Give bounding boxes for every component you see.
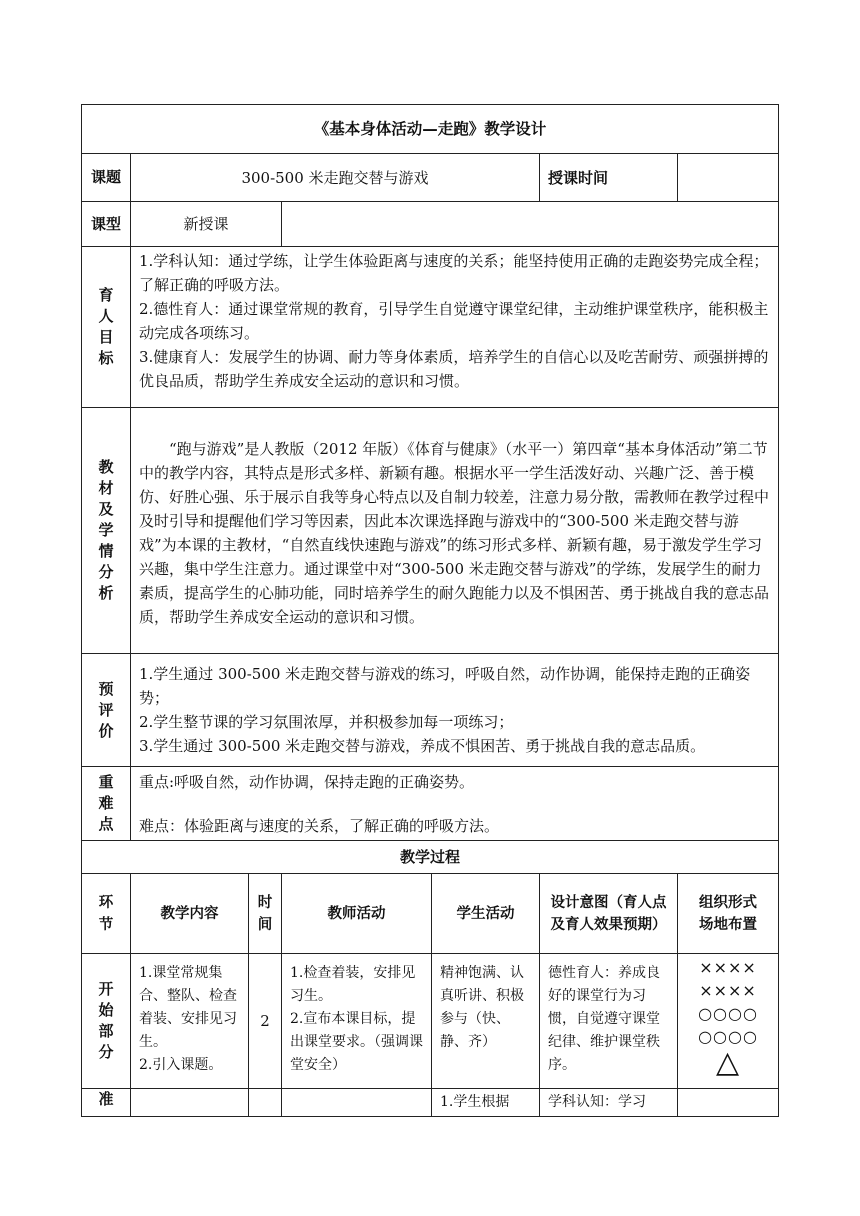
evaluation-label: 预评价 — [82, 654, 131, 767]
header-teacher: 教师活动 — [282, 874, 432, 954]
type-label: 课型 — [82, 202, 131, 247]
header-stage: 环节 — [82, 874, 131, 954]
difficult-point: 难点：体验距离与速度的关系，了解正确的呼吸方法。 — [139, 816, 500, 835]
document-title: 《基本身体活动—走跑》教学设计 — [82, 105, 779, 154]
process-title: 教学过程 — [82, 841, 779, 874]
goal-item: 3.健康育人：发展学生的协调、耐力等身体素质，培养学生的自信心以及吃苦耐劳、顽强拼搏的优良品质，帮助学生养成安全运动的意识和习惯。 — [139, 348, 769, 390]
evaluation-item: 1.学生通过 300-500 米走跑交替与游戏的练习，呼吸自然，动作协调，能保持走跑的正确姿势； — [139, 665, 751, 707]
formation-line: ○○○○ — [698, 1027, 758, 1046]
formation-line: ○○○○ — [698, 1004, 758, 1023]
analysis-row — [82, 408, 779, 654]
header-intent: 设计意图（育人点及育人效果预期） — [540, 874, 678, 954]
row-intent: 学科认知：学习 — [540, 1089, 678, 1117]
formation-line: ×××× — [699, 981, 757, 1000]
key-points-row — [82, 767, 779, 841]
goals-content — [131, 247, 779, 408]
process-header-row — [82, 874, 779, 954]
evaluation-row — [82, 654, 779, 767]
type-row — [82, 202, 779, 247]
key-points-content — [131, 767, 779, 841]
header-student: 学生活动 — [432, 874, 540, 954]
analysis-label: 教材及学情分析 — [82, 408, 131, 654]
row-teacher — [282, 1089, 432, 1117]
row-student: 精神饱满、认真听讲、积极参与（快、静、齐） — [432, 954, 540, 1089]
header-layout: 组织形式场地布置 — [678, 874, 779, 954]
evaluation-item: 2.学生整节课的学习氛围浓厚，并积极参加每一项练习； — [139, 713, 514, 731]
key-point: 重点:呼吸自然，动作协调，保持走跑的正确姿势。 — [139, 772, 475, 791]
title-row — [82, 105, 779, 154]
formation-line: ×××× — [699, 958, 757, 977]
process-title-row — [82, 841, 779, 874]
header-time: 时间 — [249, 874, 282, 954]
formation-diagram — [678, 954, 779, 1089]
process-row — [82, 954, 779, 1089]
topic-label: 课题 — [82, 154, 131, 202]
header-content: 教学内容 — [131, 874, 249, 954]
row-layout — [678, 1089, 779, 1117]
evaluation-item: 3.学生通过 300-500 米走跑交替与游戏，养成不惧困苦、勇于挑战自我的意志品质。 — [139, 737, 706, 755]
teacher-triangle-icon: △ — [715, 1045, 741, 1080]
goals-label: 育人目标 — [82, 247, 131, 408]
row-teacher: 1.检查着装，安排见习生。 2.宣布本课目标，提出课堂要求。（强调课堂安全） — [282, 954, 432, 1089]
row-content: 1.课堂常规集合、整队、检查着装、安排见习生。 2.引入课题。 — [131, 954, 249, 1089]
row-stage: 开始部分 — [82, 954, 131, 1089]
row-time — [249, 1089, 282, 1117]
row-time: 2 — [249, 954, 282, 1089]
evaluation-content — [131, 654, 779, 767]
key-points-label: 重难点 — [82, 767, 131, 841]
topic-value: 300-500 米走跑交替与游戏 — [131, 154, 540, 202]
goal-item: 2.德性育人：通过课堂常规的教育，引导学生自觉遵守课堂纪律，主动维护课堂秩序，能积极主动完成各项练习。 — [139, 300, 769, 342]
goal-item: 1.学科认知：通过学练，让学生体验距离与速度的关系；能坚持使用正确的走跑姿势完成全程；了解正确的呼吸方法。 — [139, 252, 769, 294]
topic-row — [82, 154, 779, 202]
analysis-text: “跑与游戏”是人教版（2012 年版）《体育与健康》（水平一）第四章“基本身体活动”第二节中的教学内容，其特点是形式多样、新颖有趣。根据水平一学生活泼好动、兴趣广泛、善于模仿、好胜心强、乐于展示自我等身心特点以及自制力较差，注意力易分散，需教师在教学过程中及时引导和提醒他们学习等因素，因此本次课选择跑与游戏中的“300-500 米走跑交替与游戏”为本课的主教材，“自然直线快速跑与游戏”的练习形式多样、新颖有趣，易于激发学生学习兴趣，集中学生注意力。通过课堂中对“300-500 米走跑交替与游戏”的学练，发展学生的耐力素质，提高学生的心肺功能，同时培养学生的耐久跑能力以及不惧困苦、勇于挑战自我的意志品质，帮助学生养成安全运动的意识和习惯。 — [131, 408, 779, 654]
process-row — [82, 1089, 779, 1117]
row-stage: 准 — [82, 1089, 131, 1117]
teaching-time-value — [678, 154, 779, 202]
lesson-plan-table — [81, 104, 779, 1117]
teaching-time-label: 授课时间 — [540, 154, 678, 202]
type-value: 新授课 — [131, 202, 282, 247]
row-intent: 德性育人：养成良好的课堂行为习惯，自觉遵守课堂纪律、维护课堂秩序。 — [540, 954, 678, 1089]
type-empty-cell — [282, 202, 779, 247]
goals-row — [82, 247, 779, 408]
row-content — [131, 1089, 249, 1117]
row-student: 1.学生根据 — [432, 1089, 540, 1117]
